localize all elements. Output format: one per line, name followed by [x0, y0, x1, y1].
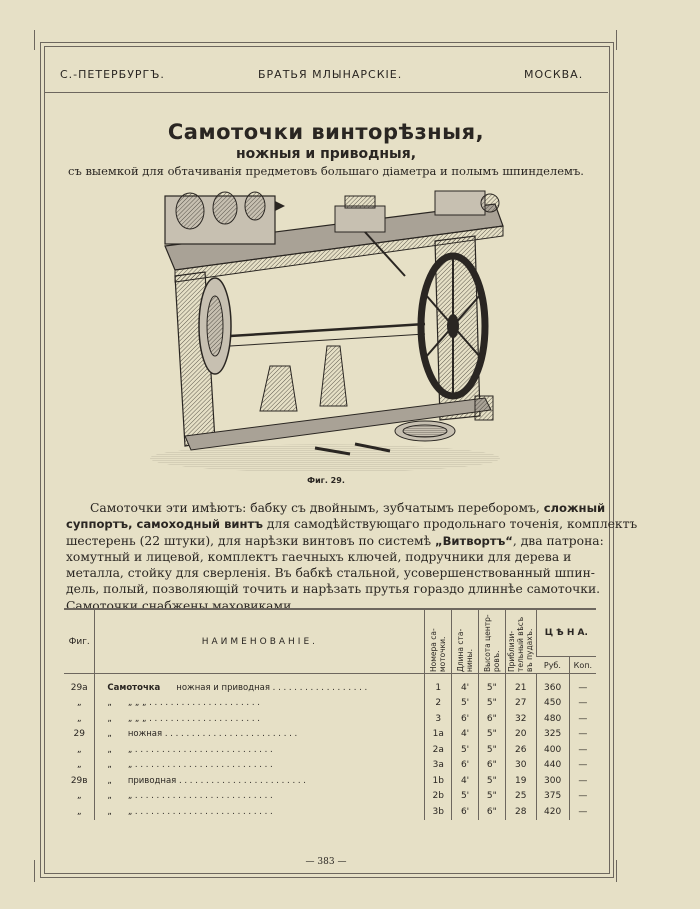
cell-weight: 25	[505, 789, 536, 805]
cell-fig: „	[76, 713, 82, 724]
th-length: Длина ста- нины.	[456, 628, 475, 672]
th-weight: Приблизи- тельный вѣсъ въ пудахъ.	[507, 616, 535, 672]
cell-weight: 30	[505, 758, 536, 774]
cell-rub: 325	[536, 727, 569, 743]
cell-kop: —	[569, 742, 596, 758]
cell-name-a: Самоточка	[107, 682, 161, 693]
cell-height: 6"	[478, 804, 505, 820]
cell-name-b: „ „ „	[127, 713, 147, 724]
table-row	[64, 727, 596, 743]
cell-number: 2b	[425, 789, 452, 805]
cell-rub: 440	[536, 758, 569, 774]
th-kop: Коп.	[569, 657, 596, 674]
cell-fig: 29	[73, 729, 85, 740]
cell-number: 1	[425, 674, 452, 696]
desc-line-4: хомутный и лицевой, комплектъ гаечныхъ ключей, подручники для дерева и	[66, 549, 572, 564]
cell-name-dots: . . . . . . . . . . . . . . . . . . . . .	[146, 698, 260, 709]
cell-name-dots: . . . . . . . . . . . . . . . . . . . . . . . .	[176, 775, 306, 786]
description-paragraph	[66, 500, 638, 614]
cell-weight: 19	[505, 773, 536, 789]
cell-name-dots: . . . . . . . . . . . . . . . . . . . . . . . . . .	[132, 760, 273, 771]
cell-rub: 375	[536, 789, 569, 805]
th-name: НАИМЕНОВАНІЕ.	[95, 609, 425, 674]
cell-length: 4'	[452, 727, 479, 743]
cell-name-b: „ „ „	[127, 698, 147, 709]
header-city-right: МОСКВА.	[524, 68, 584, 81]
cell-length: 5'	[452, 696, 479, 712]
cell-name-a: „	[107, 775, 112, 786]
desc-line-6: дель, полый, позволяющій точить и нарѣзать прутья гораздо длиннѣе самоточки.	[66, 582, 601, 597]
table-row	[64, 789, 596, 805]
page-subtitle-desc: съ выемкой для обтачиванія предметовъ большаго діаметра и полымъ шпинделемъ.	[68, 164, 584, 178]
cell-rub: 420	[536, 804, 569, 820]
page-number: — 383 —	[305, 857, 347, 867]
cell-height: 5"	[478, 789, 505, 805]
cell-name-a: „	[107, 744, 112, 755]
table-row	[64, 696, 596, 712]
desc-line-2b: ,	[128, 517, 133, 532]
cell-name-b: „	[127, 744, 133, 755]
table-row	[64, 674, 596, 696]
cell-height: 6"	[478, 711, 505, 727]
cell-number: 1а	[425, 727, 452, 743]
cell-name	[95, 711, 425, 727]
cell-name-a: „	[107, 729, 112, 740]
cell-number: 3	[425, 711, 452, 727]
cell-kop: —	[569, 789, 596, 805]
header-company: БРАТЬЯ МЛЫНАРСКІЕ.	[258, 68, 403, 81]
desc-line-5: металла, стойку для сверленія. Въ бабкѣ стальной, усовершенствованный шпин-	[66, 566, 595, 581]
th-rub: Руб.	[536, 657, 569, 674]
cell-name-a: „	[107, 760, 112, 771]
cell-name-b: ножная	[127, 729, 163, 740]
cell-rub: 450	[536, 696, 569, 712]
cell-number: 2а	[425, 742, 452, 758]
cell-fig: 29в	[70, 775, 88, 786]
cell-length: 5'	[452, 789, 479, 805]
cell-weight: 26	[505, 742, 536, 758]
table-row	[64, 773, 596, 789]
th-height: Высота центр- ровъ.	[482, 613, 501, 672]
cell-name-b: „	[127, 791, 133, 802]
cell-name-b: „	[127, 760, 133, 771]
crop-mark	[34, 30, 35, 50]
th-price: Ц Ѣ Н А.	[536, 609, 596, 657]
desc-line-3a: шестерень (22 штуки), для нарѣзки винтовъ по системѣ	[66, 533, 432, 548]
cell-name	[95, 804, 425, 820]
cell-rub: 360	[536, 674, 569, 696]
cell-height: 5"	[478, 674, 505, 696]
desc-line-2d: для самодѣйствующаго продольнаго точенія, комплектъ	[266, 517, 638, 532]
header-city-left: С.-ПЕТЕРБУРГЪ.	[60, 68, 165, 81]
page-subtitle: ножныя и приводныя,	[235, 146, 417, 162]
crop-mark	[34, 860, 35, 882]
cell-fig: 29а	[64, 674, 95, 696]
cell-name	[95, 674, 425, 696]
cell-name-a: „	[107, 713, 112, 724]
table-row	[64, 742, 596, 758]
cell-name-b: приводная	[127, 775, 177, 786]
cell-name-dots: . . . . . . . . . . . . . . . . . . . . .	[146, 713, 260, 724]
page-title: Самоточки винторѣзныя,	[167, 120, 485, 144]
cell-kop: —	[569, 711, 596, 727]
desc-line-7: Самоточки снабжены маховиками.	[66, 598, 296, 613]
desc-line-3b: „Витвортъ“	[434, 533, 513, 548]
cell-name-dots: . . . . . . . . . . . . . . . . . . . . . . . . .	[162, 729, 298, 740]
cell-kop: —	[569, 727, 596, 743]
cell-weight: 20	[505, 727, 536, 743]
cell-height: 6"	[478, 758, 505, 774]
table-row	[64, 758, 596, 774]
cell-name	[95, 773, 425, 789]
cell-name	[95, 727, 425, 743]
cell-rub: 400	[536, 742, 569, 758]
cell-length: 6'	[452, 804, 479, 820]
cell-length: 5'	[452, 742, 479, 758]
cell-name-b: ножная и приводная	[176, 682, 270, 693]
cell-name-dots: . . . . . . . . . . . . . . . . . .	[269, 682, 368, 693]
cell-name-a: „	[107, 791, 112, 802]
cell-number: 3а	[425, 758, 452, 774]
cell-name	[95, 696, 425, 712]
desc-line-3c: , два патрона:	[512, 533, 604, 548]
cell-name-dots: . . . . . . . . . . . . . . . . . . . . . . . . . .	[132, 791, 273, 802]
th-fig: Фиг.	[64, 609, 95, 674]
desc-line-2a: суппортъ	[66, 517, 129, 532]
cell-height: 5"	[478, 773, 505, 789]
cell-kop: —	[569, 773, 596, 789]
cell-name-dots: . . . . . . . . . . . . . . . . . . . . . . . . . .	[132, 806, 273, 817]
cell-length: 4'	[452, 674, 479, 696]
cell-weight: 27	[505, 696, 536, 712]
cell-name-b: „	[127, 806, 133, 817]
cell-name	[95, 742, 425, 758]
cell-kop: —	[569, 674, 596, 696]
table-row	[64, 804, 596, 820]
table-row	[64, 711, 596, 727]
desc-line-2c: самоходный винтъ	[136, 517, 263, 532]
cell-length: 6'	[452, 758, 479, 774]
cell-fig: „	[76, 791, 82, 802]
cell-name	[95, 758, 425, 774]
cell-kop: —	[569, 758, 596, 774]
cell-kop: —	[569, 804, 596, 820]
cell-length: 6'	[452, 711, 479, 727]
header-rule	[44, 92, 608, 93]
cell-weight: 32	[505, 711, 536, 727]
cell-fig: „	[76, 760, 82, 771]
cell-rub: 300	[536, 773, 569, 789]
cell-number: 1b	[425, 773, 452, 789]
desc-line-1a: Самоточки эти имѣютъ: бабку съ двойнымъ, зубчатымъ переборомъ,	[90, 501, 540, 515]
cell-number: 3b	[425, 804, 452, 820]
cell-name-a: „	[107, 806, 112, 817]
desc-line-1b: сложный	[543, 501, 606, 515]
cell-name	[95, 789, 425, 805]
cell-height: 5"	[478, 696, 505, 712]
cell-name-a: „	[107, 698, 112, 709]
cell-weight: 21	[505, 674, 536, 696]
cell-number: 2	[425, 696, 452, 712]
cell-weight: 28	[505, 804, 536, 820]
cell-fig: „	[76, 698, 82, 709]
cell-rub: 480	[536, 711, 569, 727]
cell-height: 5"	[478, 727, 505, 743]
cell-name-dots: . . . . . . . . . . . . . . . . . . . . . . . . . .	[132, 744, 273, 755]
cell-height: 5"	[478, 742, 505, 758]
crop-mark	[616, 30, 617, 50]
figure-caption: Фиг. 29.	[307, 476, 345, 485]
cell-fig: „	[76, 806, 82, 817]
th-number: Номера са- моточки.	[429, 627, 448, 672]
cell-fig: „	[76, 744, 82, 755]
crop-mark	[616, 860, 617, 882]
cell-kop: —	[569, 696, 596, 712]
lathe-illustration	[135, 186, 515, 476]
cell-length: 4'	[452, 773, 479, 789]
price-table	[64, 608, 596, 820]
